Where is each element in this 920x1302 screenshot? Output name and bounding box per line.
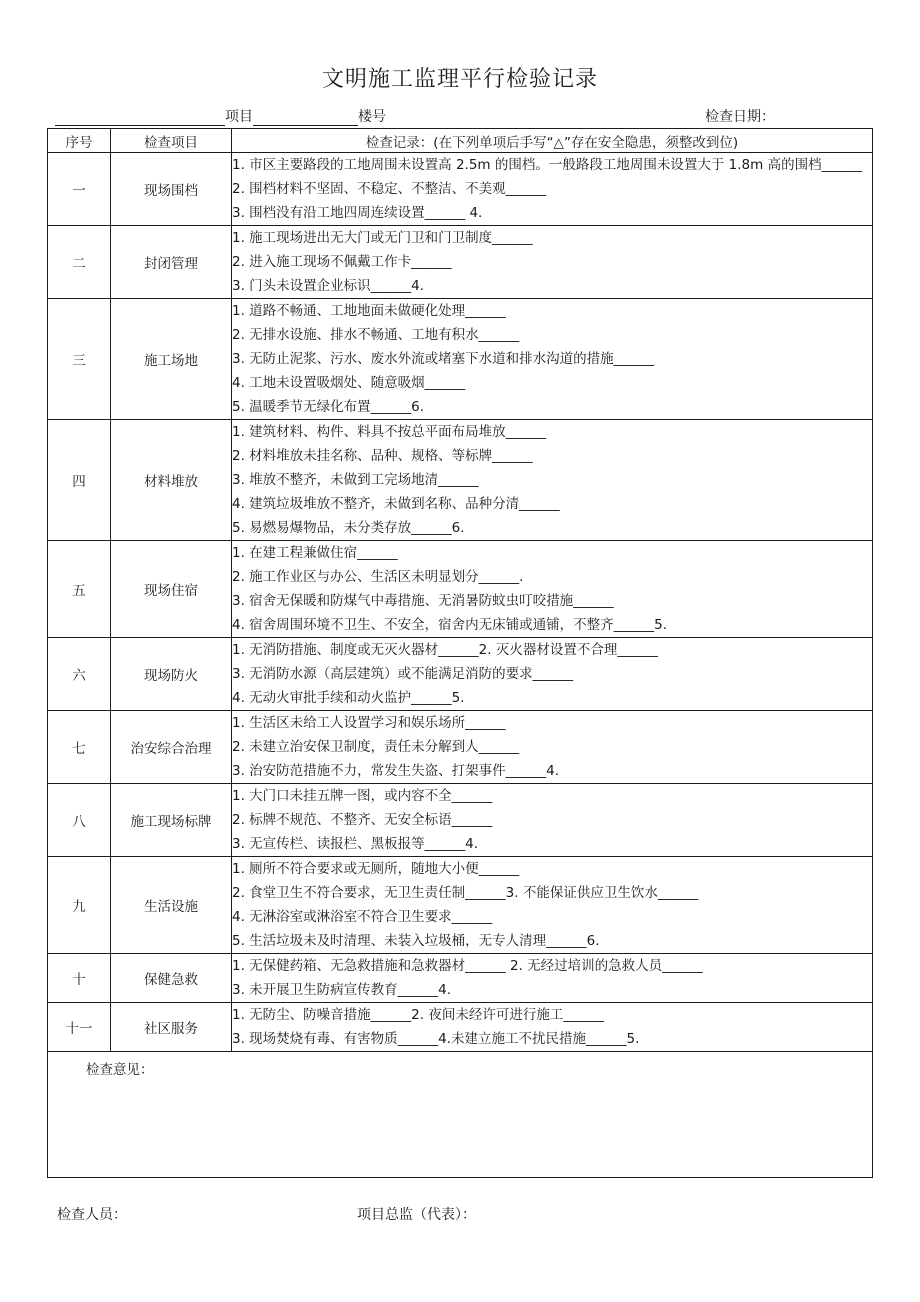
row-record[interactable]	[232, 541, 873, 638]
record-line: 5. 生活垃圾未及时清理、未装入垃圾桶，无专人清理______6.	[232, 933, 600, 949]
record-line: 3. 现场焚烧有毒、有害物质______4.未建立施工不扰民措施______5.	[232, 1031, 640, 1047]
table-row	[48, 299, 873, 420]
row-record[interactable]	[232, 784, 873, 857]
col-header-record: 检查记录：(在下列单项后手写“△”存在安全隐患，须整改到位)	[232, 129, 873, 153]
row-number: 十一	[48, 1003, 111, 1052]
record-line: 2. 施工作业区与办公、生活区未明显划分______.	[232, 569, 524, 585]
inspector-label: 检查人员：	[57, 1207, 127, 1223]
row-record[interactable]	[232, 954, 873, 1003]
header-row	[55, 106, 870, 126]
row-item: 现场围档	[111, 153, 232, 226]
page-title: 文明施工监理平行检验记录	[321, 67, 598, 92]
row-number: 三	[48, 299, 111, 420]
table-header-row	[48, 129, 873, 153]
row-number: 九	[48, 857, 111, 954]
row-number: 六	[48, 638, 111, 711]
record-line: 3. 宿舍无保暖和防煤气中毒措施、无消暑防蚊虫叮咬措施______	[232, 593, 614, 609]
record-line: 2. 无排水设施、排水不畅通、工地有积水______	[232, 327, 520, 343]
record-line: 4. 工地未设置吸烟处、随意吸烟______	[232, 375, 466, 391]
record-line: 2. 材料堆放未挂名称、品种、规格、等标牌______	[232, 448, 533, 464]
row-item: 生活设施	[111, 857, 232, 954]
row-item: 施工场地	[111, 299, 232, 420]
table-row	[48, 954, 873, 1003]
row-record[interactable]	[232, 638, 873, 711]
record-line: 1. 在建工程兼做住宿______	[232, 545, 398, 561]
table-row	[48, 711, 873, 784]
table-row	[48, 1003, 873, 1052]
row-item: 封闭管理	[111, 226, 232, 299]
col-header-no: 序号	[48, 129, 111, 153]
record-line: 1. 厕所不符合要求或无厕所，随地大小便______	[232, 861, 520, 877]
row-number: 一	[48, 153, 111, 226]
opinion-label: 检查意见：	[86, 1062, 154, 1078]
row-number: 五	[48, 541, 111, 638]
opinion-cell[interactable]	[48, 1052, 873, 1178]
supervisor-label: 项目总监（代表）：	[357, 1207, 476, 1223]
record-line: 4. 无淋浴室或淋浴室不符合卫生要求______	[232, 909, 493, 925]
row-record[interactable]	[232, 711, 873, 784]
project-blank[interactable]	[55, 109, 225, 126]
row-item: 现场住宿	[111, 541, 232, 638]
table-row	[48, 420, 873, 541]
row-number: 七	[48, 711, 111, 784]
inspection-table	[47, 128, 873, 1178]
table-row	[48, 153, 873, 226]
table-row	[48, 857, 873, 954]
row-number: 二	[48, 226, 111, 299]
row-number: 十	[48, 954, 111, 1003]
record-line: 2. 未建立治安保卫制度，责任未分解到人______	[232, 739, 520, 755]
record-line: 3. 治安防范措施不力，常发生失盗、打架事件______4.	[232, 763, 560, 779]
row-item: 材料堆放	[111, 420, 232, 541]
record-line: 3. 无防止泥浆、污水、废水外流或堵塞下水道和排水沟道的措施______	[232, 351, 655, 367]
record-line: 3. 门头未设置企业标识______4.	[232, 278, 425, 294]
opinion-row	[48, 1052, 873, 1178]
row-record[interactable]	[232, 226, 873, 299]
project-label: 项目	[225, 109, 253, 125]
row-record[interactable]	[232, 1003, 873, 1052]
record-line: 1. 市区主要路段的工地周围未设置高 2.5m 的围档。一般路段工地周围未设置大于 1.8m 高的围档______	[232, 157, 863, 173]
table-row	[48, 541, 873, 638]
record-line: 2. 食堂卫生不符合要求，无卫生责任制______3. 不能保证供应卫生饮水______	[232, 885, 699, 901]
row-item: 社区服务	[111, 1003, 232, 1052]
record-line: 3. 无消防水源（高层建筑）或不能满足消防的要求______	[232, 666, 574, 682]
col-header-item: 检查项目	[111, 129, 232, 153]
table-row	[48, 784, 873, 857]
table-row	[48, 226, 873, 299]
record-line: 2. 围档材料不坚固、不稳定、不整洁、不美观______	[232, 181, 547, 197]
record-line: 3. 无宣传栏、读报栏、黑板报等______4.	[232, 836, 479, 852]
row-record[interactable]	[232, 420, 873, 541]
record-line: 2. 标牌不规范、不整齐、无安全标语______	[232, 812, 493, 828]
record-line: 1. 施工现场进出无大门或无门卫和门卫制度______	[232, 230, 533, 246]
record-line: 4. 建筑垃圾堆放不整齐，未做到名称、品种分清______	[232, 496, 560, 512]
record-line: 1. 无保健药箱、无急救措施和急救器材______ 2. 无经过培训的急救人员______	[232, 958, 703, 974]
row-item: 保健急救	[111, 954, 232, 1003]
record-line: 4. 无动火审批手续和动火监护______5.	[232, 690, 465, 706]
row-number: 四	[48, 420, 111, 541]
record-line: 3. 堆放不整齐，未做到工完场地清______	[232, 472, 479, 488]
inspection-date-label: 检查日期：	[705, 109, 775, 125]
record-line: 1. 建筑材料、构件、料具不按总平面布局堆放______	[232, 424, 547, 440]
record-line: 1. 生活区未给工人设置学习和娱乐场所______	[232, 715, 506, 731]
footer	[57, 1204, 857, 1224]
record-line: 2. 进入施工现场不佩戴工作卡______	[232, 254, 452, 270]
table-row	[48, 638, 873, 711]
record-line: 1. 无消防措施、制度或无灭火器材______2. 灭火器材设置不合理______	[232, 642, 658, 658]
row-record[interactable]	[232, 299, 873, 420]
record-line: 5. 易燃易爆物品，未分类存放______6.	[232, 520, 465, 536]
record-line: 3. 围档没有沿工地四周连续设置______ 4.	[232, 205, 483, 221]
building-blank[interactable]	[253, 109, 358, 126]
record-line: 1. 大门口未挂五牌一图，或内容不全______	[232, 788, 493, 804]
row-item: 现场防火	[111, 638, 232, 711]
record-line: 1. 道路不畅通、工地地面未做硬化处理______	[232, 303, 506, 319]
record-line: 1. 无防尘、防噪音措施______2. 夜间未经许可进行施工______	[232, 1007, 604, 1023]
row-record[interactable]	[232, 153, 873, 226]
record-line: 5. 温暖季节无绿化布置______6.	[232, 399, 425, 415]
building-label: 楼号	[358, 109, 386, 125]
row-item: 治安综合治理	[111, 711, 232, 784]
record-line: 3. 未开展卫生防病宣传教育______4.	[232, 982, 452, 998]
row-record[interactable]	[232, 857, 873, 954]
record-line: 4. 宿舍周围环境不卫生、不安全，宿舍内无床铺或通铺，不整齐______5.	[232, 617, 668, 633]
row-item: 施工现场标牌	[111, 784, 232, 857]
row-number: 八	[48, 784, 111, 857]
